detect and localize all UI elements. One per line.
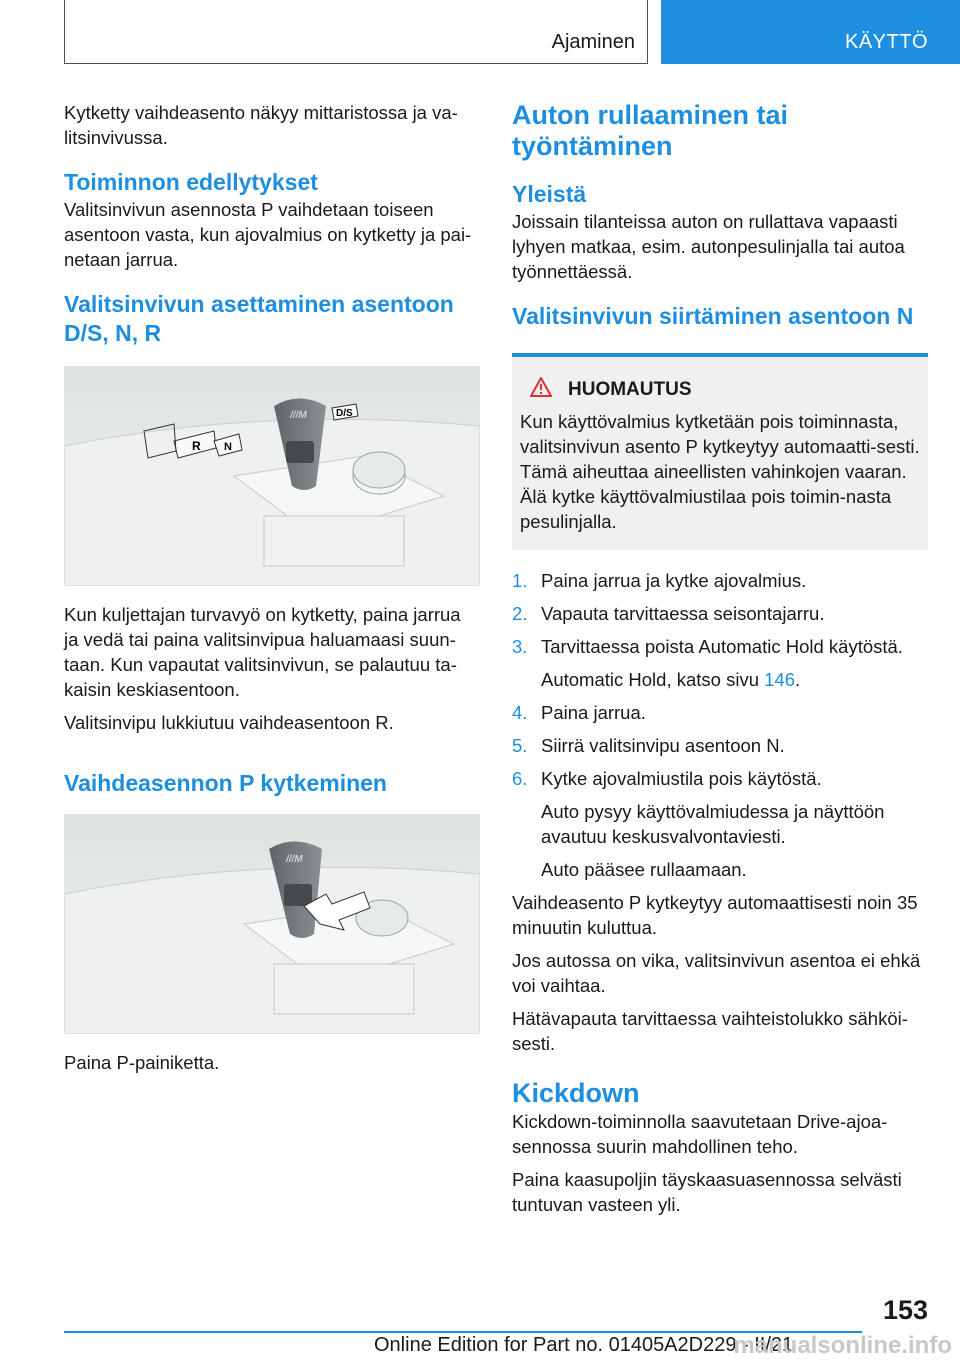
left-column	[64, 100, 480, 1083]
step3-sub-text: Automatic Hold, katso sivu	[541, 669, 759, 690]
footer-edition: Online Edition for Part no. 01405A2D229 - II/21	[374, 1334, 794, 1356]
park-button-illustration	[64, 814, 480, 1034]
kickdown-paragraph: Kickdown-toiminnolla saavutetaan Drive-ajoa-sennossa suurin mahdollinen teho.	[512, 1111, 888, 1157]
heading-move-to-neutral: Valitsinvivun siirtäminen asentoon N	[512, 303, 914, 329]
heading-park: Vaihdeasennon P kytkeminen	[64, 770, 387, 796]
label-r: R	[192, 439, 201, 453]
fault-paragraph: Jos autossa on vika, valitsinvivun asentoa ei ehkä voi vaihtaa.	[512, 950, 921, 996]
list-item: 2. Vapauta tarvittaessa seisontajarru.	[512, 603, 825, 624]
label-ds: D/S	[336, 408, 353, 419]
auto-p-paragraph: Vaihdeasento P kytkeytyy automaattisesti noin 35 minuutin kuluttua.	[512, 892, 918, 938]
park-button-drawing	[64, 814, 480, 1034]
svg-text:///M: ///M	[286, 854, 303, 865]
emergency-paragraph: Hätävapauta tarvittaessa vaihteistolukko sähköi-sesti.	[512, 1008, 908, 1054]
header-chapter-tab: KÄYTTÖ	[661, 0, 960, 64]
list-item: 3. Tarvittaessa poista Automatic Hold käytöstä.	[512, 636, 903, 657]
page-number: 153	[882, 1295, 928, 1325]
list-item-sub: Automatic Hold, katso sivu 146.	[541, 669, 801, 690]
notice-text: Kun käyttövalmius kytketään pois toiminnasta, valitsinvivun asento P kytkeytyy automaatti-sesti. Tämä aiheuttaa aineellisten vahinkojen vaaran. Älä kytke käyttövalmiustilaa pois toimin-nasta pesulinjalla.	[520, 411, 920, 532]
heading-selector-setting: Valitsinvivun asettaminen asentoon D/S, N, R	[64, 291, 454, 346]
label-n: N	[224, 441, 232, 453]
watermark: manualsonline.info	[733, 1332, 952, 1359]
header-section-box	[64, 0, 648, 64]
setting-paragraph: Kun kuljettajan turvavyö on kytketty, paina jarrua ja vedä tai paina valitsinvipua haluamaasi suun-taan. Kun vapautat valitsinvivun, se palautuu ta-kaisin keskiasentoon.	[64, 604, 461, 700]
heading-kickdown: Kickdown	[512, 1078, 640, 1108]
kickdown-paragraph-2: Paina kaasupoljin täyskaasuasennossa selvästi tuntuvan vasteen yli.	[512, 1169, 902, 1215]
list-item: 5. Siirrä valitsinvipu asentoon N.	[512, 735, 785, 756]
list-item: 6. Kytke ajovalmiustila pois käytöstä.	[512, 768, 822, 789]
notice-box	[512, 353, 928, 550]
gear-selector-drawing	[64, 366, 480, 586]
list-item-sub: Auto pääsee rullaamaan.	[541, 859, 747, 880]
notice-title: HUOMAUTUS	[568, 379, 692, 400]
conditions-paragraph: Valitsinvivun asennosta P vaihdetaan toiseen asentoon vasta, kun ajovalmius on kytketty ja pai-netaan jarrua.	[64, 199, 472, 270]
list-item-sub: Auto pysyy käyttövalmiudessa ja näyttöön avautuu keskusvalvontaviesti.	[541, 801, 885, 847]
header-section-title: Ajaminen	[551, 31, 635, 53]
park-paragraph: Paina P-painiketta.	[64, 1052, 220, 1073]
lock-paragraph: Valitsinvipu lukkiutuu vaihdeasentoon R.	[64, 712, 394, 733]
heading-rolling: Auton rullaaminen tai työntäminen	[512, 100, 789, 161]
list-item: 1. Paina jarrua ja kytke ajovalmius.	[512, 570, 807, 591]
general-paragraph: Joissain tilanteissa auton on rullattava vapaasti lyhyen matkaa, esim. autonpesulinjalla tai autoa työnnettäessä.	[512, 211, 905, 282]
list-item: 4. Paina jarrua.	[512, 702, 646, 723]
heading-conditions: Toiminnon edellytykset	[64, 169, 318, 195]
gear-selector-illustration	[64, 366, 480, 586]
intro-paragraph: Kytketty vaihdeasento näkyy mittaristossa ja va-litsinvivussa.	[64, 102, 458, 148]
page-link[interactable]: 146	[764, 669, 795, 690]
steps-list	[512, 568, 928, 882]
heading-general: Yleistä	[512, 181, 587, 207]
warning-triangle-icon	[530, 377, 552, 403]
notice-header	[520, 377, 920, 403]
svg-text:///M: ///M	[290, 410, 307, 421]
right-column	[512, 100, 928, 1225]
